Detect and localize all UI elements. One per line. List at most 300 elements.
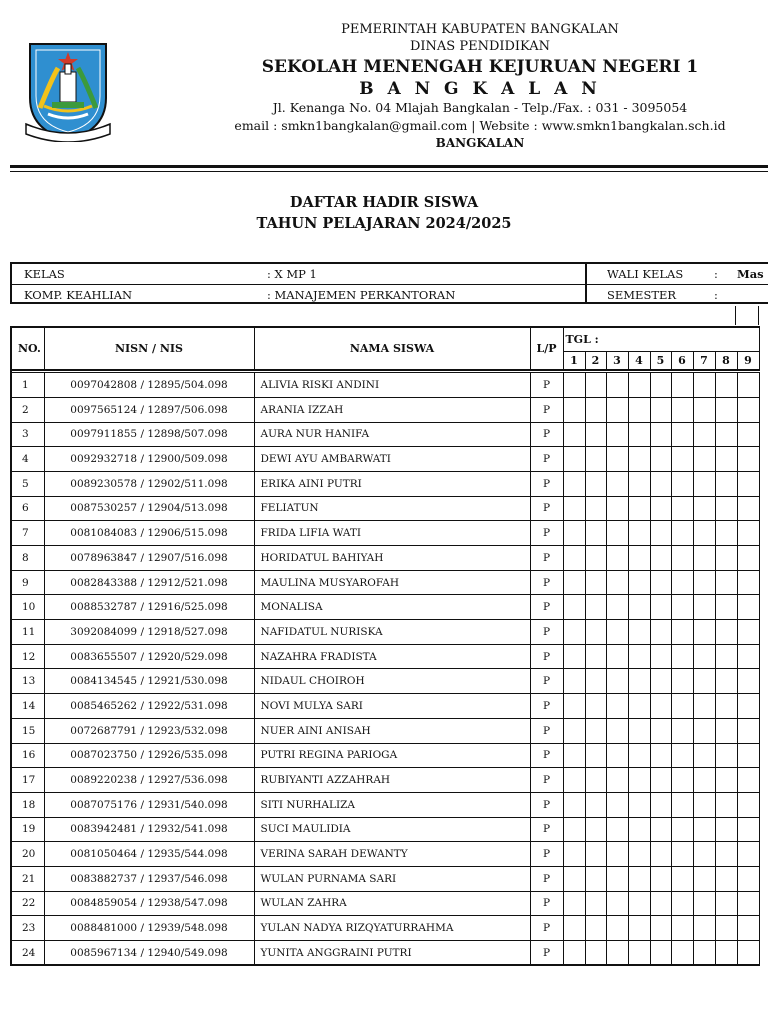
attendance-cell[interactable] [628,546,650,571]
attendance-cell[interactable] [563,595,585,620]
attendance-cell[interactable] [628,447,650,472]
attendance-cell[interactable] [585,669,606,694]
attendance-cell[interactable] [563,694,585,719]
attendance-cell[interactable] [715,891,737,916]
table-row [11,718,759,743]
attendance-cell[interactable] [693,422,715,447]
attendance-cell[interactable] [650,817,671,842]
attendance-cell[interactable] [585,817,606,842]
attendance-cell[interactable] [715,669,737,694]
attendance-cell[interactable] [671,595,693,620]
attendance-cell[interactable] [628,916,650,941]
attendance-cell[interactable] [650,743,671,768]
attendance-cell[interactable] [693,570,715,595]
attendance-cell[interactable] [650,546,671,571]
row-number: 7 [11,521,44,546]
attendance-cell[interactable] [628,397,650,422]
attendance-cell[interactable] [693,521,715,546]
attendance-cell[interactable] [650,521,671,546]
row-number: 22 [11,891,44,916]
attendance-cell[interactable] [650,644,671,669]
attendance-cell[interactable] [628,496,650,521]
attendance-cell[interactable] [737,866,759,891]
attendance-cell[interactable] [585,496,606,521]
attendance-cell[interactable] [715,792,737,817]
attendance-cell[interactable] [671,792,693,817]
attendance-cell[interactable] [693,595,715,620]
attendance-cell[interactable] [606,397,628,422]
attendance-cell[interactable] [606,817,628,842]
student-gender: P [530,792,563,817]
attendance-cell[interactable] [628,743,650,768]
attendance-cell[interactable] [693,842,715,867]
class-label: KELAS [24,267,65,281]
attendance-cell[interactable] [585,694,606,719]
attendance-cell[interactable] [628,422,650,447]
attendance-cell[interactable] [585,373,606,398]
attendance-cell[interactable] [715,496,737,521]
attendance-cell[interactable] [585,718,606,743]
student-name: FRIDA LIFIA WATI [254,521,530,546]
attendance-cell[interactable] [693,471,715,496]
row-number: 19 [11,817,44,842]
attendance-cell[interactable] [628,620,650,645]
attendance-cell[interactable] [671,669,693,694]
student-gender: P [530,570,563,595]
attendance-cell[interactable] [737,842,759,867]
attendance-cell[interactable] [693,496,715,521]
attendance-cell[interactable] [563,941,585,966]
attendance-cell[interactable] [650,422,671,447]
attendance-cell[interactable] [585,644,606,669]
attendance-cell[interactable] [563,768,585,793]
student-name: DEWI AYU AMBARWATI [254,447,530,472]
table-row [11,792,759,817]
attendance-cell[interactable] [650,570,671,595]
attendance-cell[interactable] [715,471,737,496]
attendance-cell[interactable] [585,546,606,571]
attendance-cell[interactable] [737,521,759,546]
attendance-cell[interactable] [563,620,585,645]
attendance-cell[interactable] [606,496,628,521]
attendance-cell[interactable] [563,743,585,768]
attendance-cell[interactable] [628,842,650,867]
school-address: Jl. Kenanga No. 04 Mlajah Bangkalan - Telp./Fax. : 031 - 3095054 [272,100,688,115]
table-row [11,842,759,867]
attendance-cell[interactable] [737,669,759,694]
attendance-cell[interactable] [693,397,715,422]
row-number: 18 [11,792,44,817]
attendance-cell[interactable] [585,471,606,496]
attendance-cell[interactable] [737,817,759,842]
header-date: TGL : [563,327,759,352]
attendance-cell[interactable] [737,694,759,719]
row-number: 12 [11,644,44,669]
attendance-cell[interactable] [563,570,585,595]
attendance-cell[interactable] [585,916,606,941]
attendance-cell[interactable] [671,743,693,768]
attendance-cell[interactable] [628,521,650,546]
attendance-cell[interactable] [563,792,585,817]
attendance-cell[interactable] [715,422,737,447]
attendance-cell[interactable] [715,743,737,768]
attendance-cell[interactable] [715,373,737,398]
header-gender: L/P [530,327,563,370]
student-gender: P [530,743,563,768]
attendance-cell[interactable] [737,916,759,941]
attendance-cell[interactable] [628,471,650,496]
letterhead-divider-thin [10,171,768,172]
attendance-cell[interactable] [650,471,671,496]
attendance-cell[interactable] [563,669,585,694]
attendance-cell[interactable] [715,546,737,571]
student-name: NOVI MULYA SARI [254,694,530,719]
attendance-cell[interactable] [606,694,628,719]
attendance-cell[interactable] [606,570,628,595]
attendance-cell[interactable] [650,718,671,743]
table-row [11,743,759,768]
student-nisn: 0083942481 / 12932/541.098 [44,817,254,842]
student-name: RUBIYANTI AZZAHRAH [254,768,530,793]
student-name: AURA NUR HANIFA [254,422,530,447]
attendance-cell[interactable] [693,817,715,842]
attendance-cell[interactable] [628,669,650,694]
attendance-cell[interactable] [606,521,628,546]
student-nisn: 0082843388 / 12912/521.098 [44,570,254,595]
attendance-cell[interactable] [671,694,693,719]
attendance-cell[interactable] [606,768,628,793]
attendance-cell[interactable] [650,941,671,966]
attendance-cell[interactable] [563,422,585,447]
student-nisn: 0087530257 / 12904/513.098 [44,496,254,521]
attendance-cell[interactable] [628,768,650,793]
attendance-cell[interactable] [606,471,628,496]
homeroom-label: WALI KELAS [607,267,684,281]
attendance-cell[interactable] [650,595,671,620]
attendance-cell[interactable] [715,941,737,966]
student-gender: P [530,694,563,719]
attendance-cell[interactable] [671,916,693,941]
attendance-cell[interactable] [650,891,671,916]
attendance-cell[interactable] [628,373,650,398]
attendance-cell[interactable] [628,817,650,842]
table-row [11,620,759,645]
attendance-cell[interactable] [585,397,606,422]
attendance-cell[interactable] [650,620,671,645]
info-divider [585,264,587,304]
student-gender: P [530,842,563,867]
student-gender: P [530,397,563,422]
attendance-cell[interactable] [671,496,693,521]
attendance-cell[interactable] [671,866,693,891]
row-number: 6 [11,496,44,521]
attendance-cell[interactable] [585,521,606,546]
school-contact: email : smkn1bangkalan@gmail.com | Website : www.smkn1bangkalan.sch.id [234,118,726,133]
attendance-cell[interactable] [671,447,693,472]
day-number: 7 [693,352,715,370]
attendance-cell[interactable] [606,373,628,398]
attendance-cell[interactable] [693,941,715,966]
attendance-cell[interactable] [585,595,606,620]
attendance-cell[interactable] [737,570,759,595]
attendance-cell[interactable] [693,373,715,398]
table-row [11,471,759,496]
attendance-cell[interactable] [628,941,650,966]
attendance-cell[interactable] [693,718,715,743]
row-number: 23 [11,916,44,941]
row-number: 20 [11,842,44,867]
day-number: 1 [563,352,585,370]
student-gender: P [530,669,563,694]
attendance-cell[interactable] [563,644,585,669]
attendance-cell[interactable] [606,916,628,941]
attendance-cell[interactable] [650,496,671,521]
student-gender: P [530,941,563,966]
attendance-cell[interactable] [737,620,759,645]
table-row [11,546,759,571]
attendance-cell[interactable] [606,792,628,817]
attendance-cell[interactable] [563,916,585,941]
attendance-cell[interactable] [715,447,737,472]
attendance-cell[interactable] [585,743,606,768]
attendance-cell[interactable] [628,866,650,891]
student-gender: P [530,373,563,398]
attendance-cell[interactable] [737,546,759,571]
attendance-cell[interactable] [715,916,737,941]
attendance-cell[interactable] [650,447,671,472]
attendance-cell[interactable] [737,373,759,398]
attendance-cell[interactable] [606,842,628,867]
attendance-cell[interactable] [563,866,585,891]
attendance-cell[interactable] [693,866,715,891]
attendance-cell[interactable] [585,866,606,891]
attendance-cell[interactable] [606,669,628,694]
attendance-cell[interactable] [563,447,585,472]
info-row-competency [12,285,768,305]
attendance-cell[interactable] [650,842,671,867]
attendance-cell[interactable] [715,620,737,645]
attendance-cell[interactable] [628,570,650,595]
attendance-cell[interactable] [693,546,715,571]
attendance-cell[interactable] [650,373,671,398]
student-nisn: 0089230578 / 12902/511.098 [44,471,254,496]
info-row-class [12,264,768,285]
row-number: 5 [11,471,44,496]
attendance-cell[interactable] [671,891,693,916]
attendance-cell[interactable] [650,866,671,891]
student-nisn: 0087075176 / 12931/540.098 [44,792,254,817]
semester-value-box[interactable] [735,306,759,325]
student-gender: P [530,595,563,620]
attendance-cell[interactable] [671,471,693,496]
attendance-cell[interactable] [606,546,628,571]
attendance-cell[interactable] [606,644,628,669]
attendance-cell[interactable] [737,768,759,793]
student-nisn: 0087023750 / 12926/535.098 [44,743,254,768]
student-gender: P [530,620,563,645]
table-row [11,422,759,447]
attendance-cell[interactable] [628,644,650,669]
attendance-cell[interactable] [563,397,585,422]
attendance-cell[interactable] [693,694,715,719]
attendance-cell[interactable] [650,397,671,422]
attendance-cell[interactable] [737,447,759,472]
student-name: YULAN NADYA RIZQYATURRAHMA [254,916,530,941]
attendance-cell[interactable] [693,916,715,941]
row-number: 3 [11,422,44,447]
student-name: PUTRI REGINA PARIOGA [254,743,530,768]
attendance-cell[interactable] [715,866,737,891]
attendance-cell[interactable] [693,669,715,694]
attendance-cell[interactable] [585,620,606,645]
table-row [11,941,759,966]
student-gender: P [530,718,563,743]
attendance-cell[interactable] [671,620,693,645]
attendance-cell[interactable] [715,397,737,422]
student-name: NIDAUL CHOIROH [254,669,530,694]
attendance-cell[interactable] [606,447,628,472]
table-row [11,768,759,793]
attendance-cell[interactable] [715,768,737,793]
attendance-cell[interactable] [715,570,737,595]
attendance-cell[interactable] [628,891,650,916]
attendance-cell[interactable] [606,743,628,768]
attendance-cell[interactable] [650,694,671,719]
attendance-cell[interactable] [606,941,628,966]
attendance-cell[interactable] [737,718,759,743]
attendance-cell[interactable] [715,817,737,842]
homeroom-colon: : [714,267,718,281]
attendance-cell[interactable] [693,620,715,645]
day-number: 5 [650,352,671,370]
table-row [11,644,759,669]
attendance-cell[interactable] [606,595,628,620]
attendance-cell[interactable] [693,644,715,669]
attendance-cell[interactable] [628,718,650,743]
attendance-cell[interactable] [606,718,628,743]
attendance-cell[interactable] [628,792,650,817]
attendance-cell[interactable] [715,718,737,743]
row-number: 17 [11,768,44,793]
student-name: ARANIA IZZAH [254,397,530,422]
attendance-cell[interactable] [715,644,737,669]
attendance-cell[interactable] [671,422,693,447]
attendance-cell[interactable] [737,496,759,521]
attendance-cell[interactable] [671,521,693,546]
attendance-cell[interactable] [671,842,693,867]
attendance-cell[interactable] [715,521,737,546]
attendance-cell[interactable] [671,570,693,595]
day-number: 4 [628,352,650,370]
attendance-cell[interactable] [693,891,715,916]
attendance-cell[interactable] [693,792,715,817]
attendance-cell[interactable] [737,792,759,817]
attendance-cell[interactable] [715,842,737,867]
attendance-cell[interactable] [563,471,585,496]
student-name: ERIKA AINI PUTRI [254,471,530,496]
attendance-cell[interactable] [628,694,650,719]
attendance-cell[interactable] [585,422,606,447]
attendance-cell[interactable] [563,546,585,571]
school-city: B A N G K A L A N [359,79,601,99]
attendance-cell[interactable] [671,768,693,793]
attendance-cell[interactable] [563,842,585,867]
attendance-cell[interactable] [585,891,606,916]
student-name: YUNITA ANGGRAINI PUTRI [254,941,530,966]
table-row [11,447,759,472]
attendance-cell[interactable] [693,743,715,768]
student-name: ALIVIA RISKI ANDINI [254,373,530,398]
attendance-cell[interactable] [650,792,671,817]
student-nisn: 0083655507 / 12920/529.098 [44,644,254,669]
attendance-cell[interactable] [693,768,715,793]
attendance-cell[interactable] [737,644,759,669]
attendance-cell[interactable] [737,422,759,447]
row-number: 21 [11,866,44,891]
attendance-cell[interactable] [737,941,759,966]
attendance-cell[interactable] [585,570,606,595]
table-header-row [11,327,759,352]
row-number: 24 [11,941,44,966]
attendance-cell[interactable] [585,768,606,793]
table-row [11,866,759,891]
attendance-cell[interactable] [585,842,606,867]
attendance-cell[interactable] [563,521,585,546]
attendance-cell[interactable] [715,595,737,620]
attendance-cell[interactable] [563,373,585,398]
student-nisn: 3092084099 / 12918/527.098 [44,620,254,645]
attendance-cell[interactable] [671,546,693,571]
table-row [11,669,759,694]
attendance-cell[interactable] [650,669,671,694]
attendance-cell[interactable] [606,422,628,447]
student-gender: P [530,866,563,891]
attendance-cell[interactable] [737,891,759,916]
attendance-cell[interactable] [671,644,693,669]
attendance-cell[interactable] [563,718,585,743]
attendance-cell[interactable] [606,891,628,916]
day-number: 2 [585,352,606,370]
attendance-cell[interactable] [650,768,671,793]
attendance-cell[interactable] [585,447,606,472]
attendance-cell[interactable] [606,620,628,645]
attendance-cell[interactable] [585,792,606,817]
student-nisn: 0072687791 / 12923/532.098 [44,718,254,743]
attendance-cell[interactable] [671,817,693,842]
attendance-cell[interactable] [737,471,759,496]
student-nisn: 0088532787 / 12916/525.098 [44,595,254,620]
attendance-cell[interactable] [671,718,693,743]
attendance-cell[interactable] [585,941,606,966]
attendance-cell[interactable] [693,447,715,472]
student-nisn: 0097565124 / 12897/506.098 [44,397,254,422]
attendance-cell[interactable] [563,891,585,916]
attendance-cell[interactable] [563,817,585,842]
attendance-cell[interactable] [650,916,671,941]
attendance-cell[interactable] [628,595,650,620]
attendance-cell[interactable] [737,595,759,620]
student-nisn: 0085967134 / 12940/549.098 [44,941,254,966]
attendance-cell[interactable] [671,397,693,422]
day-number: 3 [606,352,628,370]
attendance-cell[interactable] [563,496,585,521]
attendance-cell[interactable] [671,941,693,966]
attendance-cell[interactable] [715,694,737,719]
attendance-cell[interactable] [606,866,628,891]
attendance-cell[interactable] [737,743,759,768]
attendance-cell[interactable] [737,397,759,422]
attendance-cell[interactable] [671,373,693,398]
